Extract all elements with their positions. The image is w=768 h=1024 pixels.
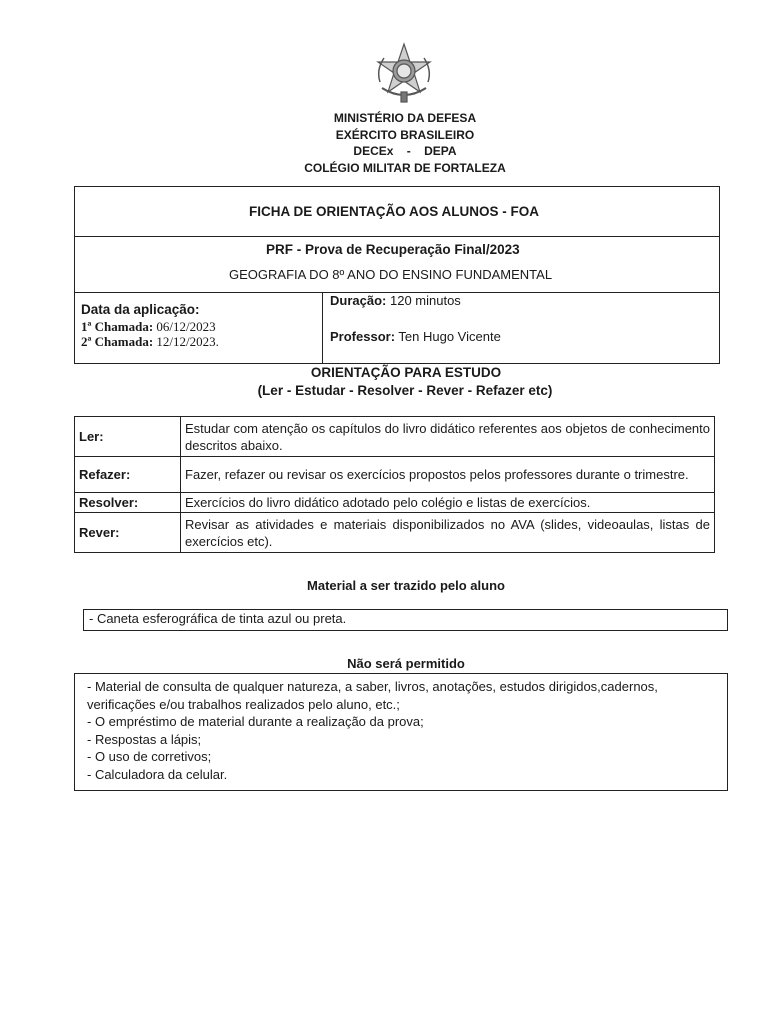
table-row [75, 417, 715, 457]
coat-of-arms-emblem [372, 42, 436, 106]
row-text-resolver: Exercícios do livro didático adotado pelo colégio e listas de exercícios. [181, 493, 715, 513]
orientation-title: ORIENTAÇÃO PARA ESTUDO [310, 365, 502, 380]
list-item: - Material de consulta de qualquer natureza, a saber, livros, anotações, estudos dirigidos,cadernos, verificações e/ou trabalhos realizados pelo aluno, etc.; [87, 679, 658, 712]
teacher-label: Professor: [330, 329, 396, 344]
army-name: EXÉRCITO BRASILEIRO [335, 127, 475, 142]
call1-row [81, 319, 216, 335]
row-text-rever: Revisar as atividades e materiais disponibilizados no AVA (slides, videoaulas, listas de exercícios etc). [181, 513, 715, 553]
call2-date: 12/12/2023. [156, 334, 219, 349]
subject: GEOGRAFIA DO 8º ANO DO ENSINO FUNDAMENTAL [229, 267, 553, 282]
call2-label: 2ª Chamada: [81, 334, 154, 349]
table-row [75, 493, 715, 513]
not-allowed-title: Não será permitido [347, 656, 465, 671]
list-item: - O uso de corretivos; [87, 749, 212, 764]
list-item: - Respostas a lápis; [87, 731, 202, 747]
list-item: - O empréstimo de material durante a realização da prova; [87, 714, 424, 729]
divider [322, 292, 323, 364]
row-text-ler: Estudar com atenção os capítulos do livro didático referentes aos objetos de conhecimento descritos abaixo. [181, 417, 715, 457]
material-title: Material a ser trazido pelo aluno [307, 578, 505, 593]
row-text-refazer: Fazer, refazer ou revisar os exercícios propostos pelos professores durante o trimestre. [181, 457, 715, 493]
department-name: DECEx - DEPA [353, 144, 457, 158]
row-label-ler: Ler: [75, 417, 181, 457]
row-label-refazer: Refazer: [75, 457, 181, 493]
teacher-row [330, 329, 501, 344]
row-label-resolver: Resolver: [75, 493, 181, 513]
duration-row [330, 293, 461, 308]
form-title: FICHA DE ORIENTAÇÃO AOS ALUNOS - FOA [249, 204, 539, 219]
school-name: COLÉGIO MILITAR DE FORTALEZA [304, 160, 506, 175]
ministry-name: MINISTÉRIO DA DEFESA [333, 111, 477, 125]
duration-value: 120 minutos [389, 293, 461, 308]
teacher-value: Ten Hugo Vicente [398, 329, 501, 344]
call1-date: 06/12/2023 [156, 319, 216, 334]
not-allowed-list [74, 673, 728, 791]
table-row [75, 513, 715, 553]
exam-title [266, 242, 520, 257]
header [0, 110, 768, 176]
list-item: - Calculadora da celular. [87, 766, 228, 782]
orientation-subtitle: (Ler - Estudar - Resolver - Rever - Refazer etc) [257, 383, 553, 398]
material-item: - Caneta esferográfica de tinta azul ou preta. [89, 611, 347, 626]
row-label-rever: Rever: [75, 513, 181, 553]
exam-title-text: PRF - Prova de Recuperação Final/2023 [266, 242, 520, 257]
table-row [75, 457, 715, 493]
application-label: Data da aplicação: [81, 302, 200, 317]
call1-label: 1ª Chamada: [81, 319, 154, 334]
call2-row [81, 334, 219, 350]
divider [74, 236, 720, 237]
orientation-table [74, 416, 715, 553]
duration-label: Duração: [330, 293, 387, 308]
